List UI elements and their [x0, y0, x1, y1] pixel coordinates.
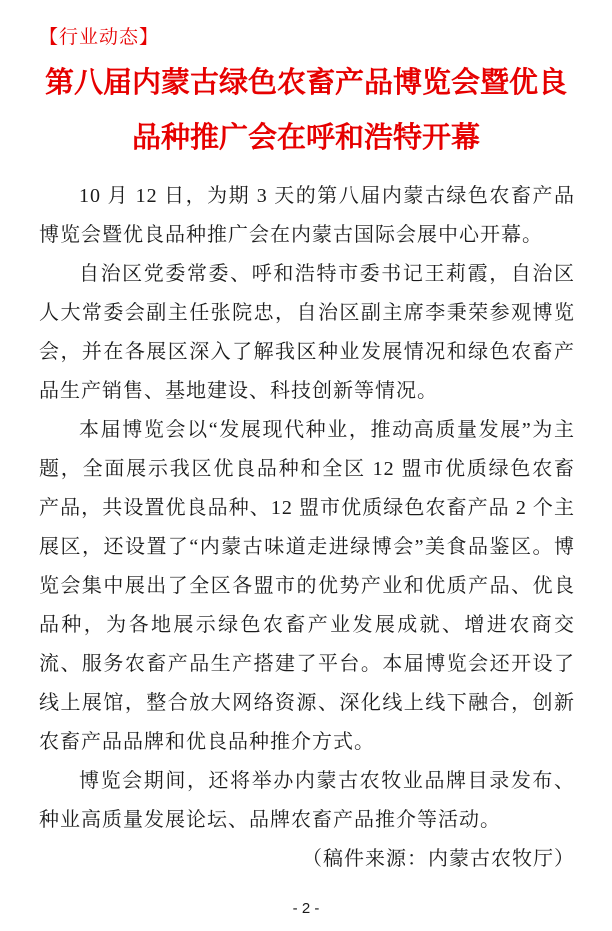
paragraph-2: 自治区党委常委、呼和浩特市委书记王莉霞，自治区人大常委会副主任张院忠，自治区副主席李秉荣参观博览会，并在各展区深入了解我区种业发展情况和绿色农畜产品生产销售、基地建设、科技创新等情况。: [39, 263, 575, 402]
paragraph-4: 博览会期间，还将举办内蒙古农牧业品牌目录发布、种业高质量发展论坛、品牌农畜产品推介等活动。: [39, 770, 575, 831]
article-title: [20, 56, 592, 166]
section-tag: 【行业动态】: [39, 27, 160, 48]
page-number: - 2 -: [292, 900, 320, 917]
article-title-line-1: 第八届内蒙古绿色农畜产品博览会暨优良: [44, 67, 567, 99]
paragraph-3: 本届博览会以“发展现代种业，推动高质量发展”为主题，全面展示我区优良品种和全区 12 盟市优质绿色农畜产品，共设置优良品种、12 盟市优质绿色农畜产品 2 个主展区，还设置了“内蒙古味道走进绿博会”美食品鉴区。博览会集中展出了全区各盟市的优势产业和优质产品、优良品种，为各地展示绿色农畜产业发展成就、增进农商交流、服务农畜产品生产搭建了平台。本届博览会还开设了线上展馆，整合放大网络资源、深化线上线下融合，创新农畜产品品牌和优良品种推介方式。: [39, 419, 575, 753]
paragraph-1: 10 月 12 日，为期 3 天的第八届内蒙古绿色农畜产品博览会暨优良品种推广会在内蒙古国际会展中心开幕。: [39, 185, 575, 246]
article-title-line-2: 品种推广会在呼和浩特开幕: [131, 122, 480, 154]
source-line: （稿件来源：内蒙古农牧厅）: [302, 848, 575, 870]
article-body: [39, 177, 575, 879]
